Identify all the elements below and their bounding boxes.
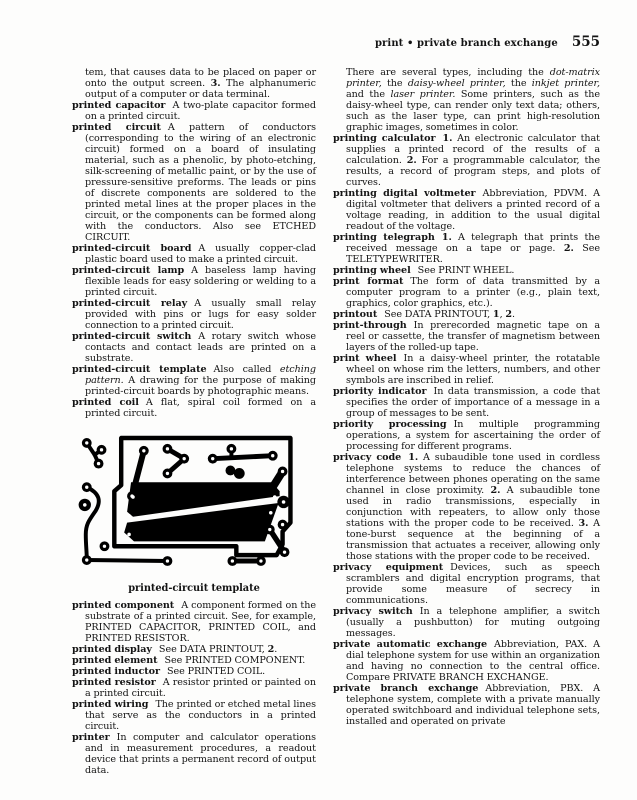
entry-term: printed-circuit switch	[72, 331, 192, 342]
entry-term: printing calculator	[333, 133, 436, 144]
entry-term: printed-circuit template	[72, 364, 207, 375]
entry-text: A tone-burst sequence at the beginning of a transmission that actuates a receiver, allowing only those stations with the proper code to be received.	[346, 518, 600, 562]
entry-text: Devices, such as speech scramblers and digital encryption programs, that provide some measure of secrecy in communications.	[346, 562, 600, 606]
entry-term: printed element	[72, 655, 158, 666]
entry-text: In prerecorded magnetic tape on a reel or cassette, the transfer of magnetism between layers of the rolled-up tape.	[346, 320, 600, 353]
entry-text: A drawing for the purpose of making printed-circuit boards by photographic means.	[85, 375, 316, 397]
entry-text: 2	[267, 644, 275, 655]
entry-term: printing digital voltmeter	[333, 188, 476, 199]
entry-text: A baseless lamp having flexible leads for easy soldering or welding to a printed circuit.	[85, 265, 316, 298]
dictionary-entry	[333, 353, 600, 386]
entry-text: A usually small relay provided with pins or lugs for easy solder connection to a printed circuit.	[85, 298, 316, 331]
dictionary-entry	[72, 122, 316, 243]
entry-term: printed inductor	[72, 666, 160, 677]
entry-text: There are several types, including the	[346, 67, 550, 78]
entry-text: A flat, spiral coil formed on a printed circuit.	[85, 397, 316, 419]
dictionary-entry	[333, 639, 600, 683]
entry-term: printed display	[72, 644, 152, 655]
entry-term: privacy equipment	[333, 562, 444, 573]
dictionary-entry	[333, 683, 600, 727]
entry-text: The alphanumeric output of a computer or data terminal.	[85, 78, 316, 100]
entry-term: printed wiring	[72, 699, 149, 710]
entry-text: 3.	[210, 78, 221, 89]
entry-term: print wheel	[333, 353, 397, 364]
entry-term: printed-circuit board	[72, 243, 192, 254]
entry-text: Abbreviation, PBX. A telephone system, complete with a private manually operated switchboard and individual telephone sets, installed and operated on private	[346, 683, 600, 727]
page-number: 555	[571, 34, 600, 50]
right-column	[333, 67, 600, 727]
entry-text: An electronic calculator that supplies a printed record of the results of a calculation.	[346, 133, 600, 166]
entry-text: 1.	[442, 133, 453, 144]
dictionary-entry	[333, 320, 600, 353]
dictionary-entry	[72, 677, 316, 699]
left-column	[72, 67, 316, 776]
entry-text: laser printer.	[390, 89, 456, 100]
entry-text: daisy-wheel printer,	[407, 78, 506, 89]
entry-term: privacy switch	[333, 606, 413, 617]
entry-term: private automatic exchange	[333, 639, 488, 650]
entry-term: printed resistor	[72, 677, 156, 688]
entry-text: tem, that causes data to be placed on paper or onto the output screen.	[85, 67, 316, 89]
entry-term: print format	[333, 276, 404, 287]
entry-text: In computer and calculator operations and in measurement procedures, a readout device that prints a permanent record of output data.	[85, 732, 316, 776]
entry-term: private branch exchange	[333, 683, 479, 694]
entry-text: In a telephone amplifier, a switch (usually a pushbutton) for muting outgoing messages.	[346, 606, 600, 639]
dictionary-entry	[333, 188, 600, 232]
dictionary-entry	[333, 419, 600, 452]
entry-text: Also called	[213, 364, 280, 375]
entry-text: 1.	[408, 452, 419, 463]
dictionary-entry	[72, 644, 316, 655]
dictionary-entry	[72, 100, 316, 122]
entry-text: A rotary switch whose contacts and contact leads are printed on a substrate.	[85, 331, 317, 364]
entry-text: See PRINTED COIL.	[167, 666, 266, 677]
entry-text: A subaudible tone used in radio transmissions, especially in conjunction with repeaters, to allow only those stations with the proper code to be received.	[346, 485, 601, 529]
entry-text: the	[505, 78, 532, 89]
dictionary-entry	[72, 364, 316, 397]
dictionary-entry	[72, 265, 316, 298]
entry-text: 2	[505, 309, 513, 320]
dictionary-entry	[72, 655, 316, 666]
entry-text: Abbreviation, PAX. A dial telephone system for use within an organization and having no connection to the central office. Compare PRIVATE BRANCH EXCHANGE.	[346, 639, 600, 683]
dictionary-entry	[72, 666, 316, 677]
entry-text: See PRINT WHEEL.	[417, 265, 515, 276]
figure-printed-circuit-template	[72, 426, 316, 594]
figure-caption: printed-circuit template	[128, 583, 260, 594]
entry-text: See DATA PRINTOUT,	[158, 644, 268, 655]
entry-term: printing wheel	[333, 265, 411, 276]
entry-text: A subaudible tone used in cordless telephone systems to reduce the chances of interference between phones operating on the same channel in close proximity.	[346, 452, 600, 496]
entry-term: printed-circuit relay	[72, 298, 188, 309]
entry-term: priority indicator	[333, 386, 427, 397]
dictionary-entry	[333, 386, 600, 419]
entry-term: print-through	[333, 320, 407, 331]
entry-text: The form of data transmitted by a computer program to a printer (e.g., plain text, graphics, color graphics, etc.).	[346, 276, 601, 309]
dictionary-entry	[333, 265, 600, 276]
entry-text: A pattern of conductors (corresponding to the wiring of an electronic circuit) formed on a board of insulating material, such as a phenolic, by photo-etching, silk-screening of metallic paint, or by the use of pressure-sensitive preforms. The leads or pins of discrete components are soldered to the printed metal lines at the proper places in the circuit, or the components can be formed along with the conductors. Also see ETCHED CIRCUIT.	[85, 122, 316, 243]
entry-text: 3.	[578, 518, 589, 529]
entry-term: printing telegraph	[333, 232, 435, 243]
dictionary-entry	[72, 397, 316, 419]
entry-term: printed coil	[72, 397, 139, 408]
entry-text: In data transmission, a code that specifies the order of importance of a message in a group of messages to be sent.	[346, 386, 600, 419]
entry-text: A telegraph that prints the received message on a tape or page.	[346, 232, 601, 254]
entry-continuation	[333, 67, 600, 133]
entry-text: .	[274, 644, 278, 655]
entry-text: See DATA PRINTOUT,	[384, 309, 493, 320]
dictionary-entry	[333, 562, 600, 606]
entry-text: A two-plate capacitor formed on a printed circuit.	[85, 100, 316, 122]
entry-term: priority processing	[333, 419, 447, 430]
dictionary-entry	[333, 309, 600, 320]
entry-text: 1	[492, 309, 500, 320]
entry-text: The printed or etched metal lines that serve as the conductors in a printed circuit.	[85, 699, 316, 732]
entry-text: the	[381, 78, 408, 89]
entry-term: printed component	[72, 600, 175, 611]
entry-text: inkjet printer,	[531, 78, 600, 89]
dictionary-entry	[72, 699, 316, 732]
entry-term: privacy code	[333, 452, 402, 463]
entry-text: ,	[499, 309, 506, 320]
entry-text: A resistor printed or painted on a printed circuit.	[85, 677, 316, 699]
dictionary-entry	[72, 298, 316, 331]
entry-text: etching pattern.	[85, 364, 316, 386]
printed-circuit-template-image	[72, 426, 318, 574]
dictionary-entry	[72, 243, 316, 265]
page-header	[0, 31, 600, 50]
entry-term: printed circuit	[72, 122, 161, 133]
dictionary-entry	[333, 452, 600, 562]
dictionary-entry	[333, 133, 600, 188]
entry-text: See TELETYPEWRITER.	[346, 243, 601, 265]
entry-continuation	[72, 67, 316, 100]
dictionary-entry	[333, 276, 600, 309]
entry-text: 1.	[441, 232, 452, 243]
dictionary-entry	[333, 232, 600, 265]
entry-text: In multiple programming operations, a system for ascertaining the order of processing for different programs.	[346, 419, 600, 452]
header-keywords: print • private branch exchange	[374, 38, 558, 49]
entry-term: printed-circuit lamp	[72, 265, 185, 276]
entry-text: 2.	[563, 243, 574, 254]
entry-text: dot-matrix printer,	[346, 67, 600, 89]
entry-text: 2.	[490, 485, 501, 496]
dictionary-entry	[72, 331, 316, 364]
dictionary-entry	[72, 600, 316, 644]
entry-text: Some printers, such as the daisy-wheel type, can render only text data; others, such as the laser type, can print high-resolution graphic images, sometimes in color.	[346, 89, 600, 133]
dictionary-entry	[333, 606, 600, 639]
entry-term: printout	[333, 309, 378, 320]
entry-text: A usually copper-clad plastic board used to make a printed circuit.	[85, 243, 317, 265]
entry-text: and the	[346, 89, 391, 100]
entry-text: A component formed on the substrate of a printed circuit. See, for example, PRINTED CAPACITOR, PRINTED COIL, and PRINTED RESISTOR.	[85, 600, 316, 644]
entry-term: printed capacitor	[72, 100, 166, 111]
entry-term: printer	[72, 732, 110, 743]
entry-text: 2.	[406, 155, 417, 166]
entry-text: For a programmable calculator, the results, a record of program steps, and plots of curves.	[346, 155, 601, 188]
entry-text: See PRINTED COMPONENT.	[164, 655, 306, 666]
entry-text: In a daisy-wheel printer, the rotatable wheel on whose rim the letters, numbers, and other symbols are inscribed in relief.	[346, 353, 601, 386]
dictionary-entry	[72, 732, 316, 776]
entry-text: .	[512, 309, 516, 320]
entry-text: Abbreviation, PDVM. A digital voltmeter that delivers a printed record of a voltage reading, in addition to the usual digital readout of the voltage.	[346, 188, 601, 232]
